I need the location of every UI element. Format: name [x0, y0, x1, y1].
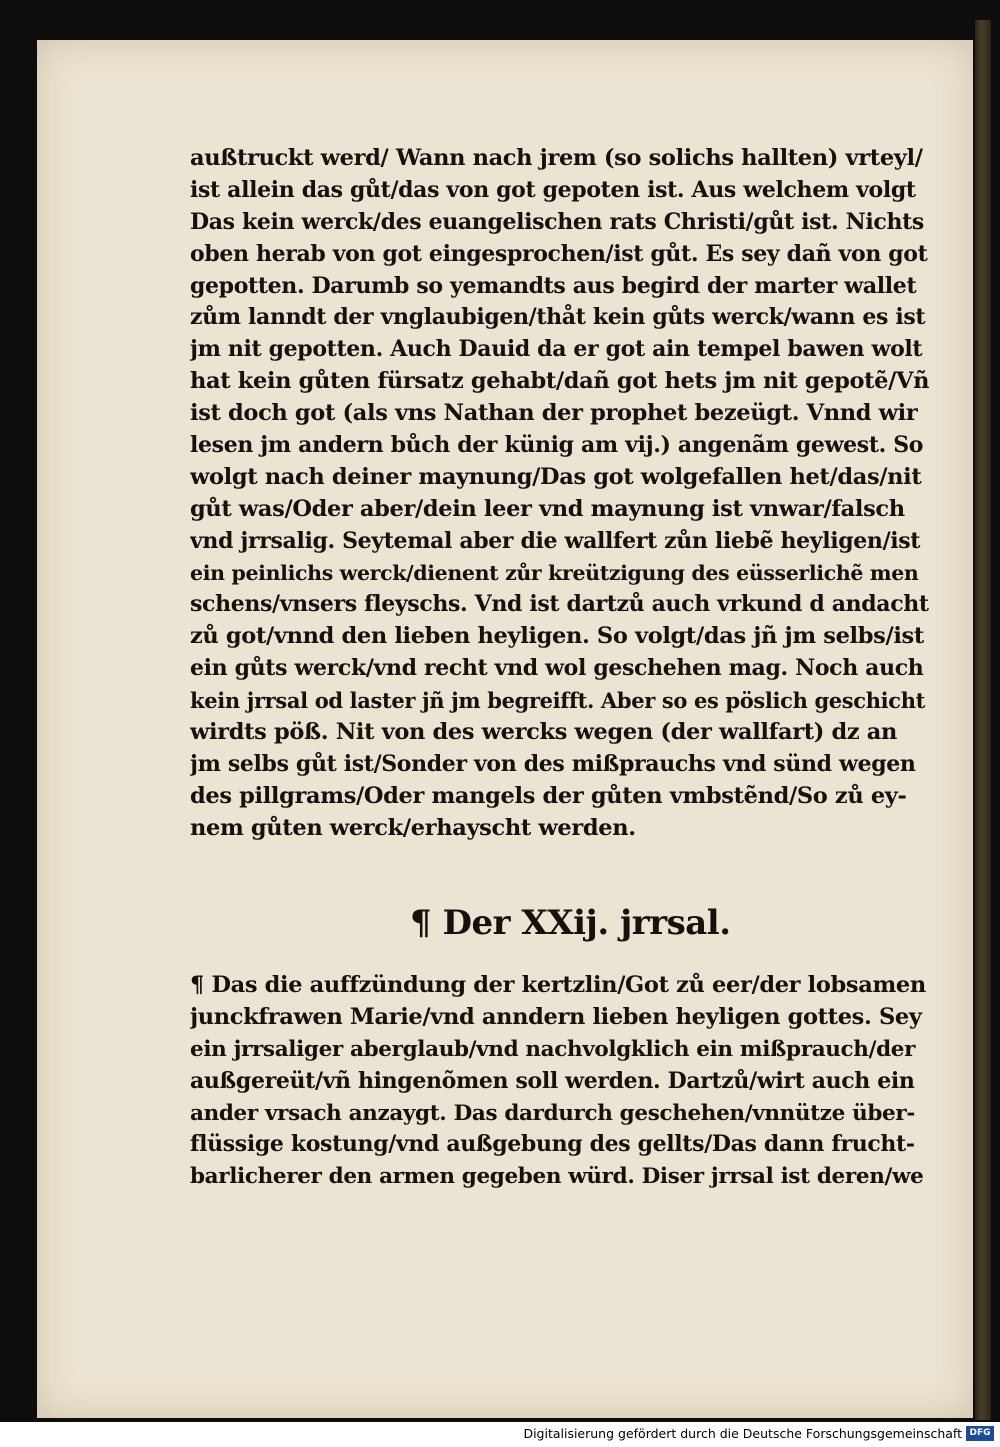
text-line: ist doch got (als vns Nathan der prophet bezeügt. Vnnd wir	[190, 400, 918, 427]
text-line: kein jrrsal od laster jñ jm begreifft. Aber so es pöslich geschicht	[190, 688, 925, 714]
paragraph-1	[190, 143, 930, 845]
text-line: hat kein gůten fürsatz gehabt/dañ got hets jm nit gepotẽ/Vñ	[190, 368, 930, 395]
text-line: des pillgrams/Oder mangels der gůten vmbstẽnd/So zů ey-	[190, 782, 907, 809]
text-line: junckfrawen Marie/vnd anndern lieben heyligen gottes. Sey	[190, 1003, 922, 1030]
footer-credit: Digitalisierung gefördert durch die Deutsche Forschungsgemeinschaft	[523, 1426, 962, 1441]
text-line: flüssige kostung/vnd außgebung des gellts/Das dann frucht-	[190, 1131, 915, 1158]
text-line: jm selbs gůt ist/Sonder von des mißprauchs vnd sünd wegen	[190, 750, 916, 777]
page-edge	[975, 20, 991, 1420]
text-line: jm nit gepotten. Auch Dauid da er got ain tempel bawen wolt	[190, 336, 923, 363]
text-line: ein gůts werck/vnd recht vnd wol geschehen mag. Noch auch	[190, 655, 924, 682]
text-line: wirdts pöß. Nit von des wercks wegen (der wallfart) dz an	[190, 719, 898, 746]
text-line: lesen jm andern bůch der künig am vij.) angenãm gewest. So	[190, 432, 924, 459]
text-line: ist allein das gůt/das von got gepoten ist. Aus welchem volgt	[190, 176, 916, 203]
chapter-heading: ¶ Der XXij. jrrsal.	[410, 903, 731, 943]
text-line: gůt was/Oder aber/dein leer vnd maynung ist vnwar/falsch	[190, 495, 905, 522]
text-line: ander vrsach anzaygt. Das dardurch geschehen/vnnütze über-	[190, 1100, 915, 1126]
text-line: zů got/vnnd den lieben heyligen. So volgt/das jñ jm selbs/ist	[190, 623, 924, 650]
text-line: ¶ Das die auffzündung der kertzlin/Got zů eer/der lobsamen	[190, 972, 926, 998]
text-line: außtruckt werd/ Wann nach jrem (so solichs hallten) vrteyl/	[190, 145, 923, 171]
text-line: wolgt nach deiner maynung/Das got wolgefallen het/das/nit	[190, 463, 922, 490]
text-line: vnd jrrsalig. Seytemal aber die wallfert zůn liebẽ heyligen/ist	[190, 527, 921, 554]
book-page	[37, 40, 973, 1418]
text-line: Das kein werck/des euangelischen rats Christi/gůt ist. Nichts	[190, 208, 924, 235]
text-line: oben herab von got eingesprochen/ist gůt. Es sey dañ von got	[190, 240, 928, 267]
dfg-logo: DFG	[966, 1426, 994, 1441]
text-line: nem gůten werck/erhayscht werden.	[190, 814, 636, 841]
footer-bar	[0, 1422, 1000, 1447]
text-line: zům lanndt der vnglaubigen/thåt kein gůts werck/wann es ist	[190, 304, 926, 331]
text-line: barlicherer den armen gegeben würd. Diser jrrsal ist deren/we	[190, 1164, 924, 1190]
text-line: schens/vnsers fleyschs. Vnd ist dartzů auch vrkund d andacht	[190, 591, 929, 618]
text-line: ein jrrsaliger aberglaub/vnd nachvolgklich ein mißprauch/der	[190, 1036, 916, 1062]
text-line: außgereüt/vñ hingenõmen soll werden. Dartzů/wirt auch ein	[190, 1067, 915, 1094]
text-line: ein peinlichs werck/dienent zůr kreützigung des eüsserlichẽ men	[190, 560, 919, 585]
paragraph-2	[190, 970, 930, 1193]
text-line: gepotten. Darumb so yemandts aus begird der marter wallet	[190, 272, 917, 299]
